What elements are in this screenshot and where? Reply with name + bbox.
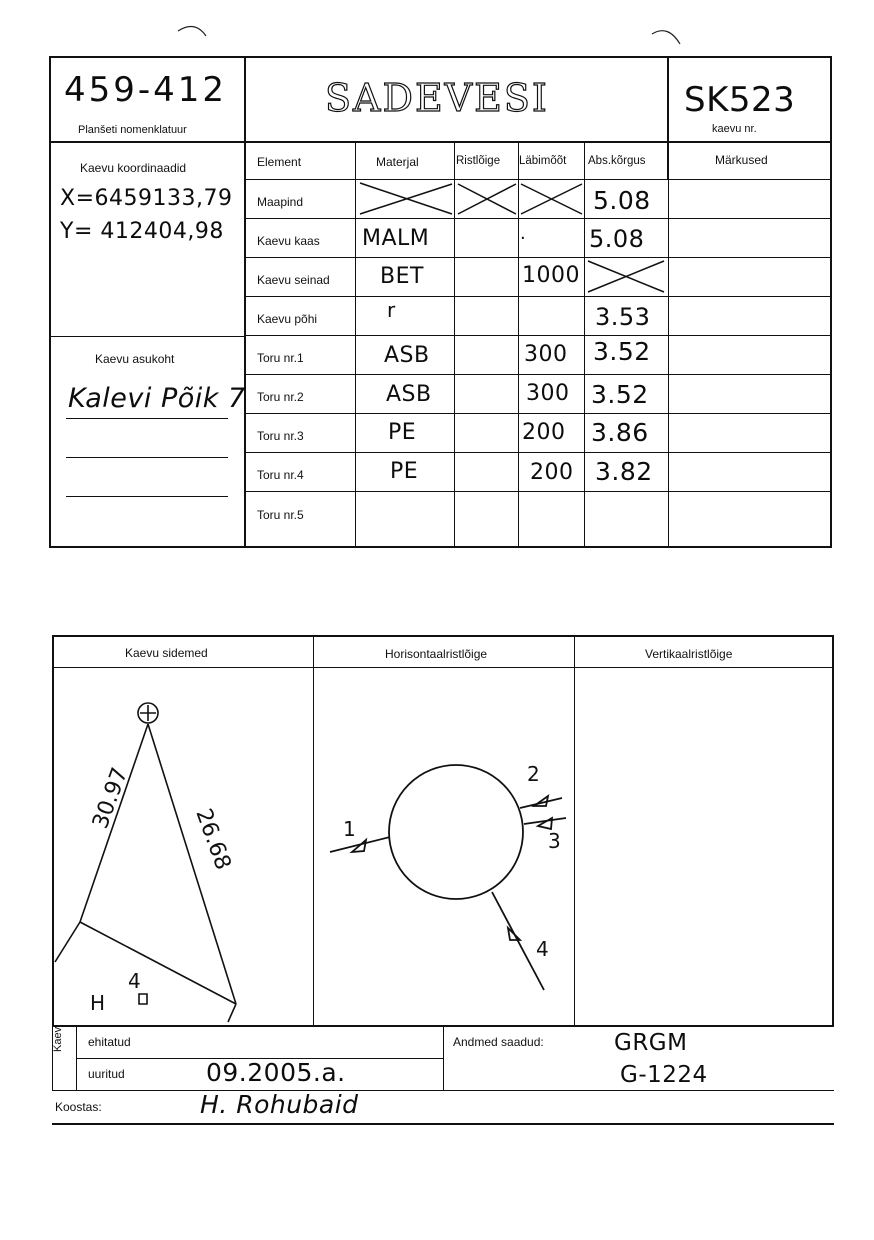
row-diameter-2: 1000: [522, 263, 580, 288]
location-label: Kaevu asukoht: [95, 352, 175, 366]
row-element-0: Maapind: [257, 195, 304, 209]
row-diameter-1: ·: [520, 228, 527, 249]
data-received-value-1: GRGM: [614, 1030, 688, 1056]
tie-distance-right: 26.68: [190, 805, 236, 874]
row-abs-6: 3.86: [591, 418, 649, 447]
row-element-7: Toru nr.4: [257, 468, 304, 482]
building-edge-left: [55, 922, 80, 962]
location-value: Kalevi Põik 7: [68, 383, 246, 414]
row-material-2: BET: [380, 264, 424, 289]
row-abs-5: 3.52: [591, 380, 649, 409]
compiled-value: H. Rohubaid: [200, 1090, 359, 1119]
row-material-4: ASB: [384, 343, 430, 368]
horizontal-section-sketch: [330, 765, 566, 990]
well-marker-cross: [140, 705, 156, 721]
row-material-6: PE: [388, 420, 417, 445]
compiled-label: Koostas:: [55, 1100, 102, 1114]
row-material-5: ASB: [386, 382, 432, 407]
row-abs-1: 5.08: [589, 225, 645, 253]
sheet-number-label: Planšeti nomenklatuur: [78, 124, 187, 136]
row-element-5: Toru nr.2: [257, 390, 304, 404]
built-label: ehitatud: [88, 1035, 131, 1049]
row-element-1: Kaevu kaas: [257, 234, 320, 248]
column-header-diameter: Läbimõõt: [519, 155, 567, 167]
data-received-value-2: G-1224: [620, 1062, 708, 1088]
row-diameter-5: 300: [526, 381, 570, 406]
row-element-6: Toru nr.3: [257, 429, 304, 443]
row-element-4: Toru nr.1: [257, 351, 304, 365]
corner-marker: [139, 994, 147, 1004]
tie-distance-left: 30.97: [88, 764, 134, 833]
well-number-label: kaevu nr.: [712, 123, 757, 135]
column-header-element: Element: [257, 155, 302, 169]
row-element-8: Toru nr.5: [257, 508, 304, 522]
coordinate-y: Y= 412404,98: [60, 219, 224, 244]
building-edge-right: [228, 1004, 236, 1022]
data-received-label: Andmed saadud:: [453, 1035, 544, 1049]
corner-label-2: H: [90, 991, 106, 1015]
ties-label: Kaevu sidemed: [125, 646, 208, 660]
corner-label-1: 4: [128, 969, 141, 993]
sheet-number: 459-412: [64, 70, 228, 110]
row-element-3: Kaevu põhi: [257, 312, 318, 326]
row-abs-7: 3.82: [595, 457, 653, 486]
pipe-label-4: 4: [536, 937, 549, 961]
row-element-2: Kaevu seinad: [257, 273, 330, 287]
pipe-4-arrow: [508, 928, 520, 940]
well-number: SK523: [684, 80, 796, 120]
pipe-label-2: 2: [527, 762, 540, 786]
column-header-notes: Märkused: [715, 153, 768, 167]
row-diameter-6: 200: [522, 420, 566, 445]
coordinate-x: X=6459133,79: [60, 186, 233, 211]
page-title: SADEVESI: [325, 76, 549, 120]
column-header-material: Materjal: [376, 155, 419, 169]
well-side-label: Kaev: [52, 1026, 64, 1052]
surveyed-value: 09.2005.a.: [206, 1058, 346, 1087]
pipe-3-arrow: [538, 818, 552, 829]
row-material-3: r: [387, 298, 396, 322]
row-abs-4: 3.52: [593, 337, 651, 366]
row-abs-0: 5.08: [593, 186, 651, 215]
vertical-section-label: Vertikaalristlõige: [645, 647, 733, 661]
row-diameter-4: 300: [524, 342, 568, 367]
row-material-7: PE: [390, 459, 419, 484]
pipe-label-1: 1: [343, 817, 356, 841]
row-material-1: MALM: [362, 226, 430, 251]
row-abs-3: 3.53: [595, 303, 651, 331]
column-header-abs-height: Abs.kõrgus: [588, 155, 646, 167]
surveyed-label: uuritud: [88, 1067, 125, 1081]
row-diameter-7: 200: [530, 460, 574, 485]
column-header-cross-section: Ristlõige: [456, 155, 501, 167]
well-circle: [389, 765, 523, 899]
coordinates-label: Kaevu koordinaadid: [80, 161, 187, 175]
horizontal-section-label: Horisontaalristlõige: [385, 647, 488, 661]
pipe-label-3: 3: [548, 829, 561, 853]
